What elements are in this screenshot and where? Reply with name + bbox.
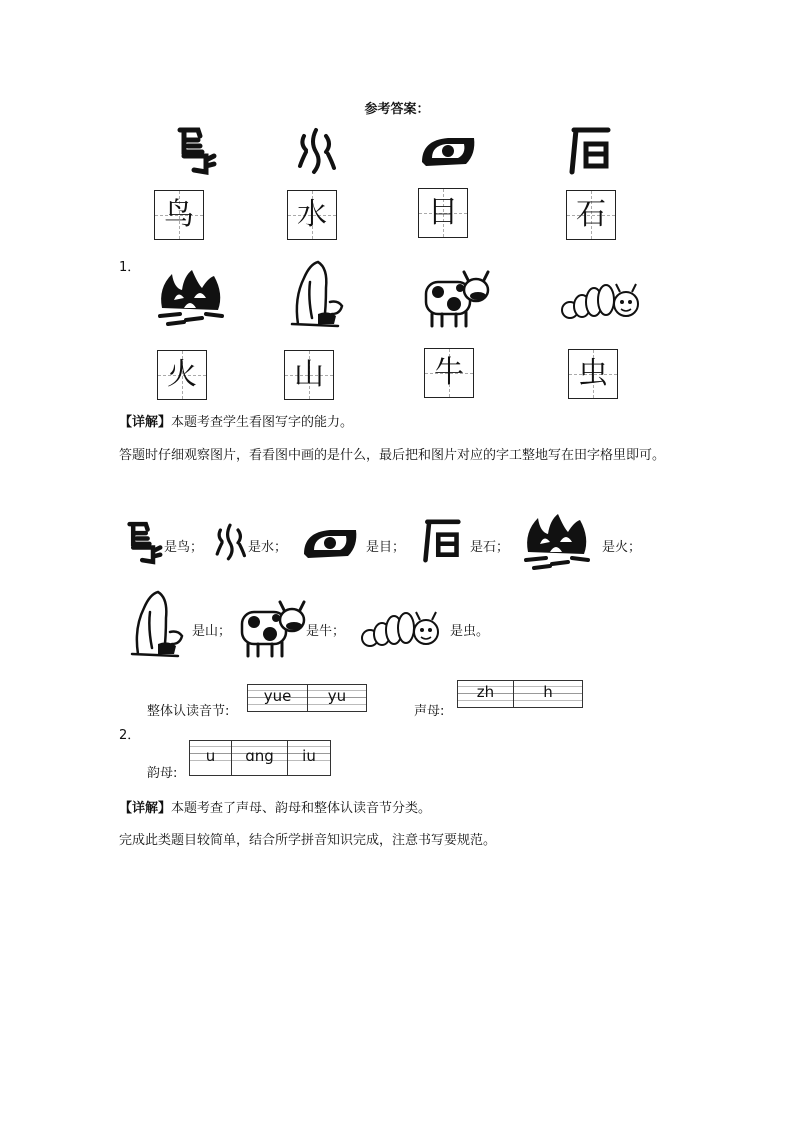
whole-syllable-box [247, 684, 367, 712]
pair-cow: 是牛； [306, 624, 346, 639]
pair-mountain: 是山； [192, 624, 232, 639]
tianzige-eye: 目 [418, 188, 468, 238]
ancient-water-glyph-small [214, 522, 246, 562]
q2-explain: 完成此类题目较简单，结合所学拼音知识完成，注意书写要规范。 [119, 833, 497, 848]
pair-worm: 是虫。 [450, 624, 490, 639]
ancient-stone-glyph [566, 126, 612, 176]
mountain-picture-small [128, 588, 188, 660]
question-1-number: 1． [119, 260, 141, 275]
ancient-eye-glyph [418, 134, 478, 170]
mountain-picture [288, 258, 348, 330]
q1-detail: 【详解】本题考查学生看图写字的能力。 [119, 415, 354, 430]
ancient-stone-glyph-small [420, 518, 462, 564]
whole-syllable-label: 整体认读音节: [147, 704, 230, 719]
pinyin-cell: u [190, 741, 232, 775]
ancient-eye-glyph-small [300, 526, 360, 562]
fire-picture-small [522, 512, 592, 572]
ancient-bird-glyph [176, 126, 216, 176]
tianzige-bird: 鸟 [154, 190, 204, 240]
tianzige-mountain: 山 [284, 350, 334, 400]
question-2-number: 2． [119, 728, 141, 743]
tianzige-worm: 虫 [568, 349, 618, 399]
pair-eye: 是目； [366, 540, 406, 555]
pair-bird: 是鸟； [164, 540, 204, 555]
ancient-bird-glyph-small [126, 520, 162, 566]
pinyin-cell: yu [327, 687, 347, 705]
tianzige-stone: 石 [566, 190, 616, 240]
pair-water: 是水； [248, 540, 288, 555]
pinyin-cell: ɑng [232, 741, 288, 775]
pair-stone: 是石； [470, 540, 510, 555]
pinyin-cell: zh [458, 681, 514, 707]
pinyin-cell: iu [302, 747, 316, 765]
final-label: 韵母: [147, 766, 178, 781]
ancient-water-glyph [296, 128, 336, 174]
pinyin-cell: h [543, 683, 553, 701]
cow-picture [422, 268, 490, 328]
final-box [189, 740, 331, 776]
tianzige-cow: 牛 [424, 348, 474, 398]
worm-picture-small [360, 610, 442, 650]
pinyin-cell: yue [248, 685, 308, 711]
initial-label: 声母: [414, 704, 445, 719]
page-title: 参考答案： [364, 102, 430, 117]
q1-explain: 答题时仔细观察图片，看看图中画的是什么，最后把和图片对应的字工整地写在田字格里即可。 [119, 448, 666, 463]
initial-box [457, 680, 583, 708]
q2-detail: 【详解】本题考查了声母、韵母和整体认读音节分类。 [119, 801, 432, 816]
tianzige-water: 水 [287, 190, 337, 240]
worm-picture [560, 282, 642, 322]
pair-fire: 是火； [602, 540, 642, 555]
fire-picture [156, 268, 226, 328]
tianzige-fire: 火 [157, 350, 207, 400]
cow-picture-small [238, 598, 306, 658]
